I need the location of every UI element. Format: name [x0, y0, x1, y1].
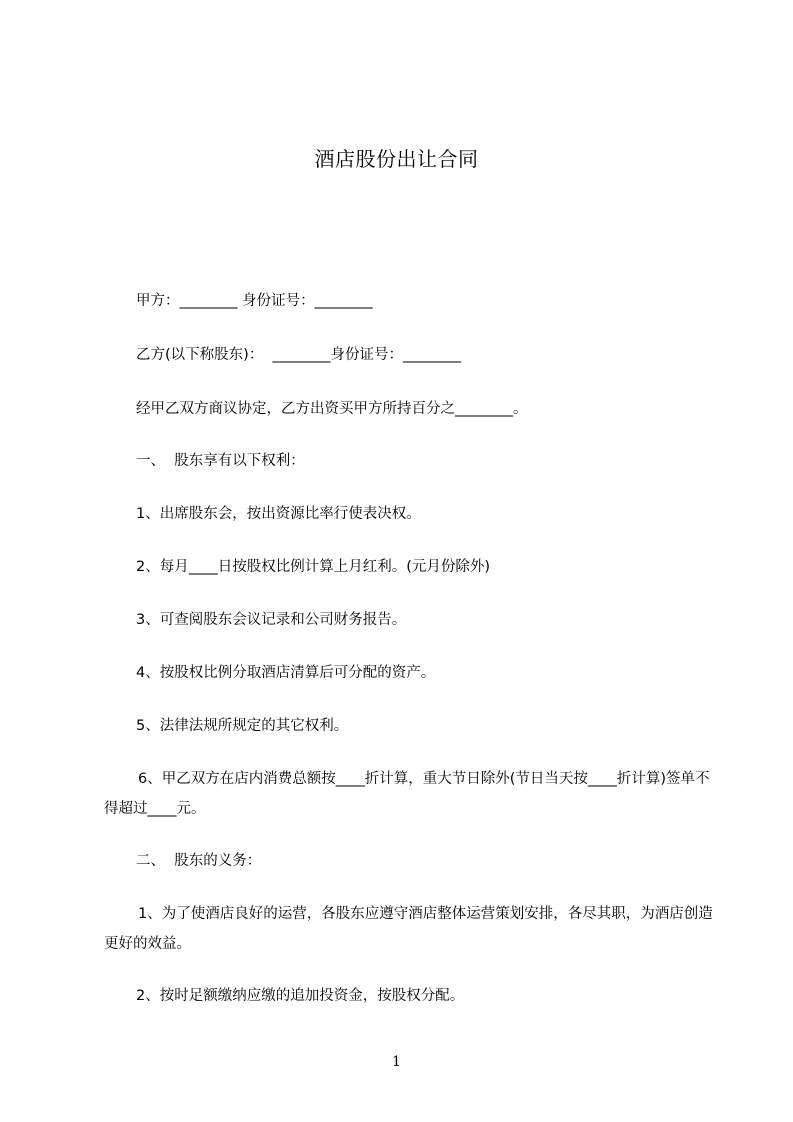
agreement-line: 经甲乙双方商议协定，乙方出资买甲方所持百分之________。	[136, 401, 528, 417]
party-b-line: 乙方(以下称股东)： ________身份证号：________	[136, 347, 462, 363]
obligations-item-2: 2、按时足额缴纳应缴的追加投资金，按股权分配。	[136, 988, 465, 1004]
obligations-item-1: 1、为了使酒店良好的运营，各股东应遵守酒店整体运营策划安排，各尽其职，为酒店创造更好的效益。	[104, 906, 713, 952]
rights-item-3: 3、可查阅股东会议记录和公司财务报告。	[136, 612, 407, 628]
rights-item-1: 1、出席股东会，按出资源比率行使表决权。	[136, 506, 421, 522]
rights-item-2: 2、每月____日按股权比例计算上月红利。(元月份除外)	[136, 559, 491, 575]
page-title: 酒店股份出让合同	[314, 147, 479, 171]
rights-item-5: 5、法律法规所规定的其它权利。	[136, 718, 349, 734]
section-heading-obligations: 二、 股东的义务：	[136, 853, 262, 869]
rights-item-4: 4、按股权比例分取酒店清算后可分配的资产。	[136, 665, 436, 681]
page-number: 1	[392, 1054, 401, 1070]
party-a-line: 甲方：________ 身份证号：________	[136, 293, 373, 309]
section-heading-rights: 一、 股东享有以下权利：	[136, 453, 305, 469]
rights-item-6: 6、甲乙双方在店内消费总额按____折计算，重大节日除外(节日当天按____折计算)签单不得超过____元。	[104, 771, 710, 817]
